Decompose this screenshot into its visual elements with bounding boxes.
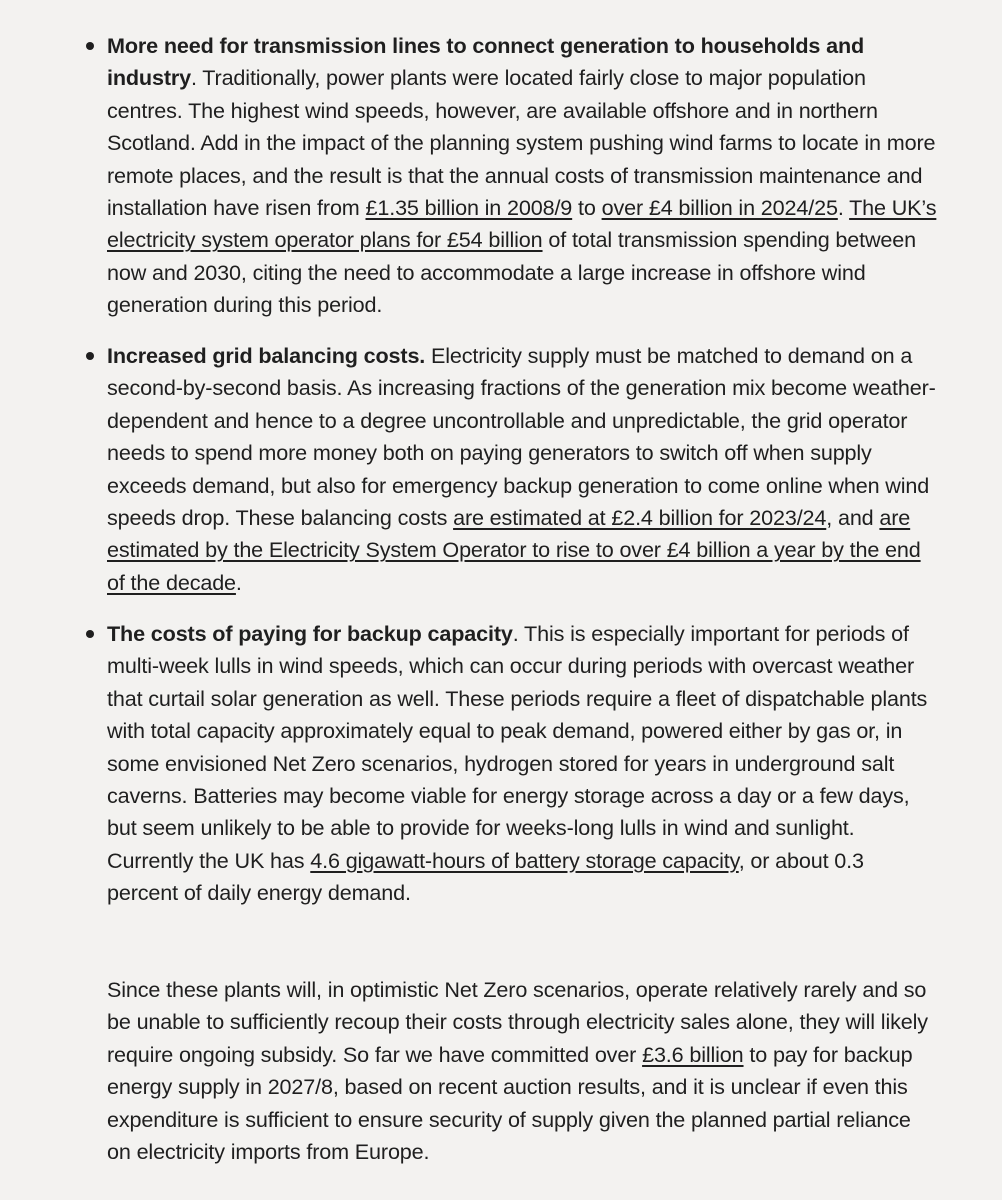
bullet-text: , and — [826, 505, 880, 531]
link-transmission-cost-2008[interactable]: £1.35 billion in 2008/9 — [365, 195, 573, 221]
bullet-text: of total transmission spending between now and 2030, citing the need to accommodate a large increase in offshore wind generation during this period. — [107, 227, 916, 318]
bullet-text: . — [235, 569, 242, 595]
bullet-text: . Traditionally, power plants were located fairly close to major population centres. The highest wind speeds, however, are available offshore and in northern Scotland. Add in the impact of the planning system pushing wind farms to locate in more remote places, and the result is that the annual costs of transmission maintenance and installation have risen from — [107, 65, 936, 221]
paragraph-text: to pay for backup energy supply in 2027/8, based on recent auction results, and it is unclear if even this expenditure is sufficient to ensure security of supply given the planned partial reliance on electricity imports from Europe. — [107, 1041, 913, 1165]
bullet-text: , or about 0.3 percent of daily energy demand. — [107, 847, 864, 906]
link-transmission-cost-2024[interactable]: over £4 billion in 2024/25 — [601, 195, 838, 221]
backup-subsidy-paragraph — [107, 974, 937, 1168]
link-eso-projection[interactable]: are estimated by the Electricity System Operator to rise to over £4 billion a year by the end of the decade — [107, 505, 921, 595]
bullet-text: . — [837, 195, 850, 221]
bullet-dot — [86, 352, 94, 360]
paragraph-text: Since these plants will, in optimistic Net Zero scenarios, operate relatively rarely and so be unable to sufficiently recoup their costs through electricity sales alone, they will likely require ongoing subsidy. So far we have committed over — [107, 977, 928, 1067]
link-balancing-cost-estimate[interactable]: are estimated at £2.4 billion for 2023/24 — [453, 505, 827, 531]
bullet-lead: More need for transmission lines to connect generation to households and industry — [107, 33, 865, 91]
bullet-text: to — [572, 195, 602, 221]
bullet-text: Electricity supply must be matched to demand on a second-by-second basis. As increasing fractions of the generation mix become weather-dependent and hence to a degree uncontrollable and unpredictable, the grid operator needs to spend more money both on paying generators to switch off when supply exceeds demand, but also for emergency backup generation to come online when wind speeds drop. These balancing costs — [107, 343, 936, 531]
bullet-dot — [86, 630, 94, 638]
link-backup-subsidy[interactable]: £3.6 billion — [642, 1041, 744, 1067]
bullet-item-backup-capacity — [107, 618, 937, 910]
bullet-lead: Increased grid balancing costs. — [107, 343, 426, 368]
bullet-item-balancing — [107, 340, 937, 599]
link-operator-plan[interactable]: The UK’s electricity system operator plans for £54 billion — [107, 195, 937, 253]
bullet-lead: The costs of paying for backup capacity — [107, 621, 513, 646]
bullet-item-transmission — [107, 30, 937, 322]
bullet-dot — [86, 42, 94, 50]
bullet-text: . This is especially important for periods of multi-week lulls in wind speeds, which can occur during periods with overcast weather that curtail solar generation as well. These periods require a fleet of dispatchable plants with total capacity approximately equal to peak demand, powered either by gas or, in some envisioned Net Zero scenarios, hydrogen stored for years in underground salt caverns. Batteries may become viable for energy storage across a day or a few days, but seem unlikely to be able to provide for weeks-long lulls in wind and sunlight. Currently the UK has — [107, 621, 928, 873]
link-battery-storage[interactable]: 4.6 gigawatt-hours of battery storage capacity — [310, 847, 739, 873]
